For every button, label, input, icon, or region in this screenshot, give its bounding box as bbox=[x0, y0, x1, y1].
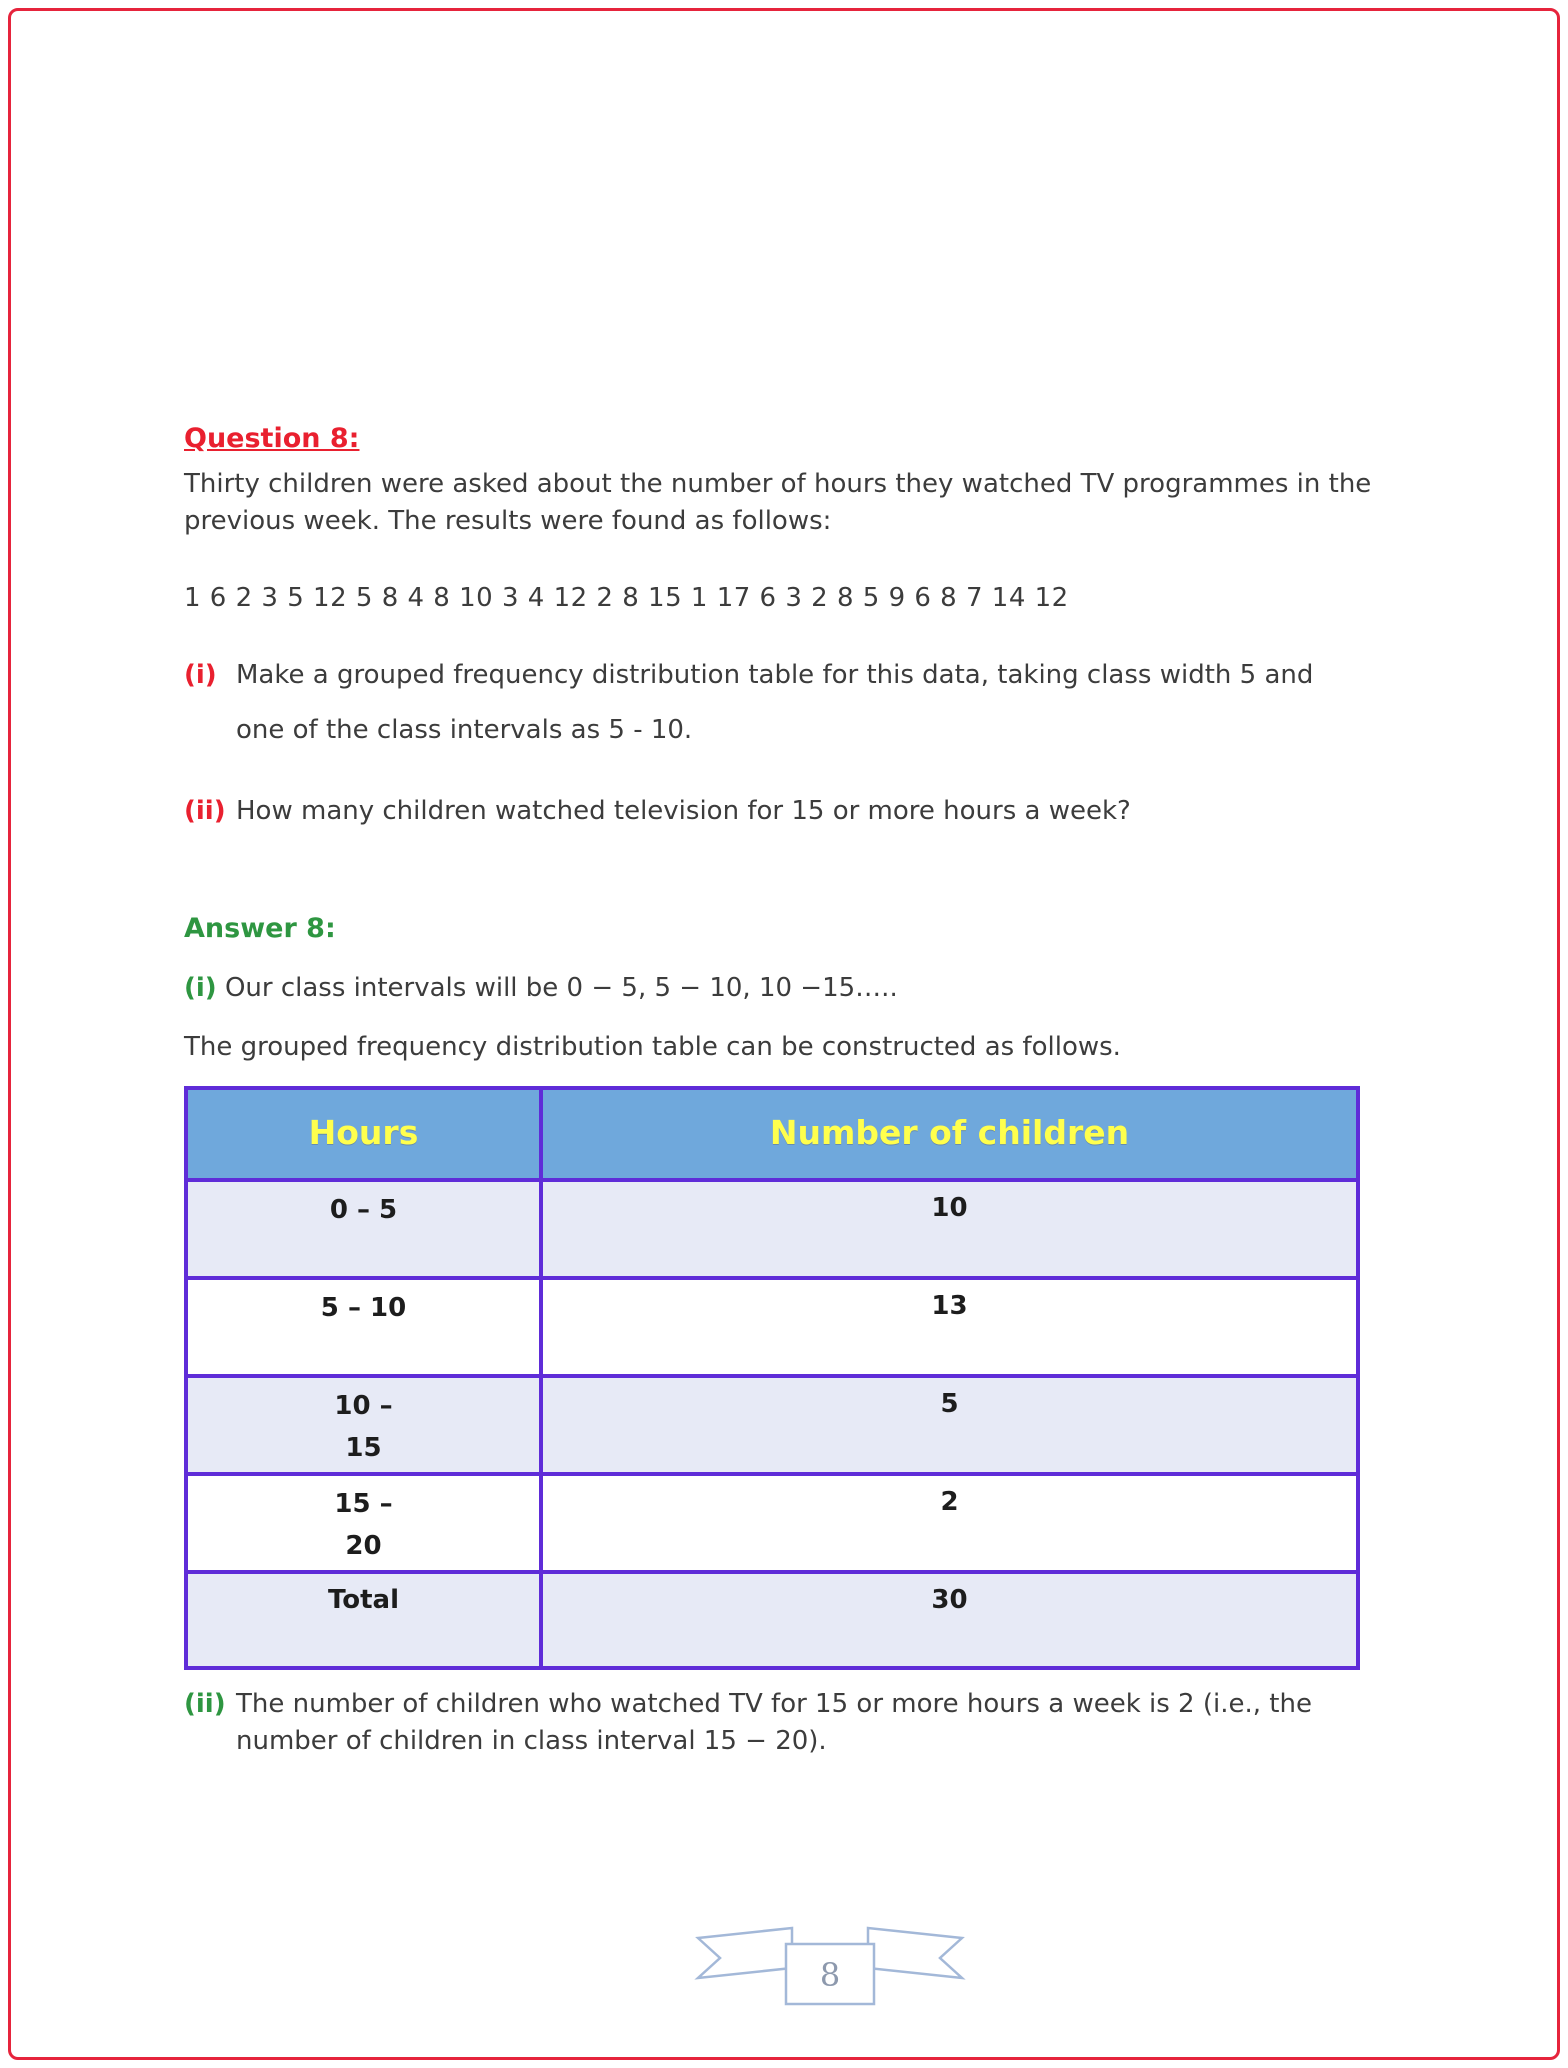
answer-part-ii-text: The number of children who watched TV for 15 or more hours a week is 2 (i.e., the number of children in class interval 15 − 20). bbox=[236, 1688, 1312, 1756]
table-row bbox=[186, 1376, 1358, 1474]
cell-children-count: 2 bbox=[541, 1474, 1358, 1572]
page-number-ribbon bbox=[690, 1922, 970, 2014]
total-label: Total bbox=[186, 1572, 541, 1668]
answer-part-i-label: (i) bbox=[184, 973, 217, 1004]
cell-hours bbox=[186, 1180, 541, 1278]
frequency-table bbox=[184, 1086, 1360, 1670]
cell-hours bbox=[186, 1376, 541, 1474]
part-i-text-line1: Make a grouped frequency distribution table for this data, taking class width 5 and bbox=[236, 660, 1314, 691]
column-header-children: Number of children bbox=[541, 1088, 1358, 1180]
question-part-i bbox=[184, 657, 1394, 694]
hours-value: 15 – bbox=[334, 1488, 393, 1519]
question-heading: Question 8: bbox=[184, 423, 360, 454]
part-i-text-line2: one of the class intervals as 5 - 10. bbox=[236, 714, 693, 745]
hours-value: 10 – bbox=[334, 1390, 393, 1421]
data-values-line: 1 6 2 3 5 12 5 8 4 8 10 3 4 12 2 8 15 1 17 6 3 2 8 5 9 6 8 7 14 12 bbox=[184, 583, 1069, 614]
part-ii-label: (ii) bbox=[184, 795, 226, 826]
hours-value: 0 – 5 bbox=[329, 1194, 398, 1225]
answer-part-ii-label: (ii) bbox=[184, 1688, 226, 1719]
table-row bbox=[186, 1474, 1358, 1572]
answer-heading: Answer 8: bbox=[184, 912, 336, 944]
hours-value-line2: 20 bbox=[345, 1530, 382, 1561]
table-row bbox=[186, 1278, 1358, 1376]
ribbon-banner-icon bbox=[690, 1922, 970, 2014]
total-value: 30 bbox=[541, 1572, 1358, 1668]
cell-children-count: 13 bbox=[541, 1278, 1358, 1376]
cell-hours bbox=[186, 1278, 541, 1376]
table-row bbox=[186, 1180, 1358, 1278]
cell-children-count: 10 bbox=[541, 1180, 1358, 1278]
page-number: 8 bbox=[819, 1956, 841, 1994]
answer-part-ii bbox=[184, 1686, 1394, 1760]
table-intro-text: The grouped frequency distribution table can be constructed as follows. bbox=[184, 1032, 1121, 1062]
cell-children-count: 5 bbox=[541, 1376, 1358, 1474]
page-content bbox=[184, 420, 1394, 1760]
question-part-ii bbox=[184, 793, 1394, 830]
hours-value-line2: 15 bbox=[345, 1432, 382, 1463]
part-ii-text: How many children watched television for 15 or more hours a week? bbox=[236, 795, 1131, 826]
cell-hours bbox=[186, 1474, 541, 1572]
answer-part-i bbox=[184, 970, 1394, 1007]
table-total-row bbox=[186, 1572, 1358, 1668]
column-header-hours: Hours bbox=[186, 1088, 541, 1180]
answer-part-i-text: Our class intervals will be 0 − 5, 5 − 10, 10 −15….. bbox=[224, 973, 898, 1004]
part-i-label: (i) bbox=[184, 660, 217, 691]
question-intro: Thirty children were asked about the number of hours they watched TV programmes in the previous week. The results were found as follows: bbox=[184, 469, 1372, 537]
table-header-row bbox=[186, 1088, 1358, 1180]
hours-value: 5 – 10 bbox=[320, 1292, 407, 1323]
